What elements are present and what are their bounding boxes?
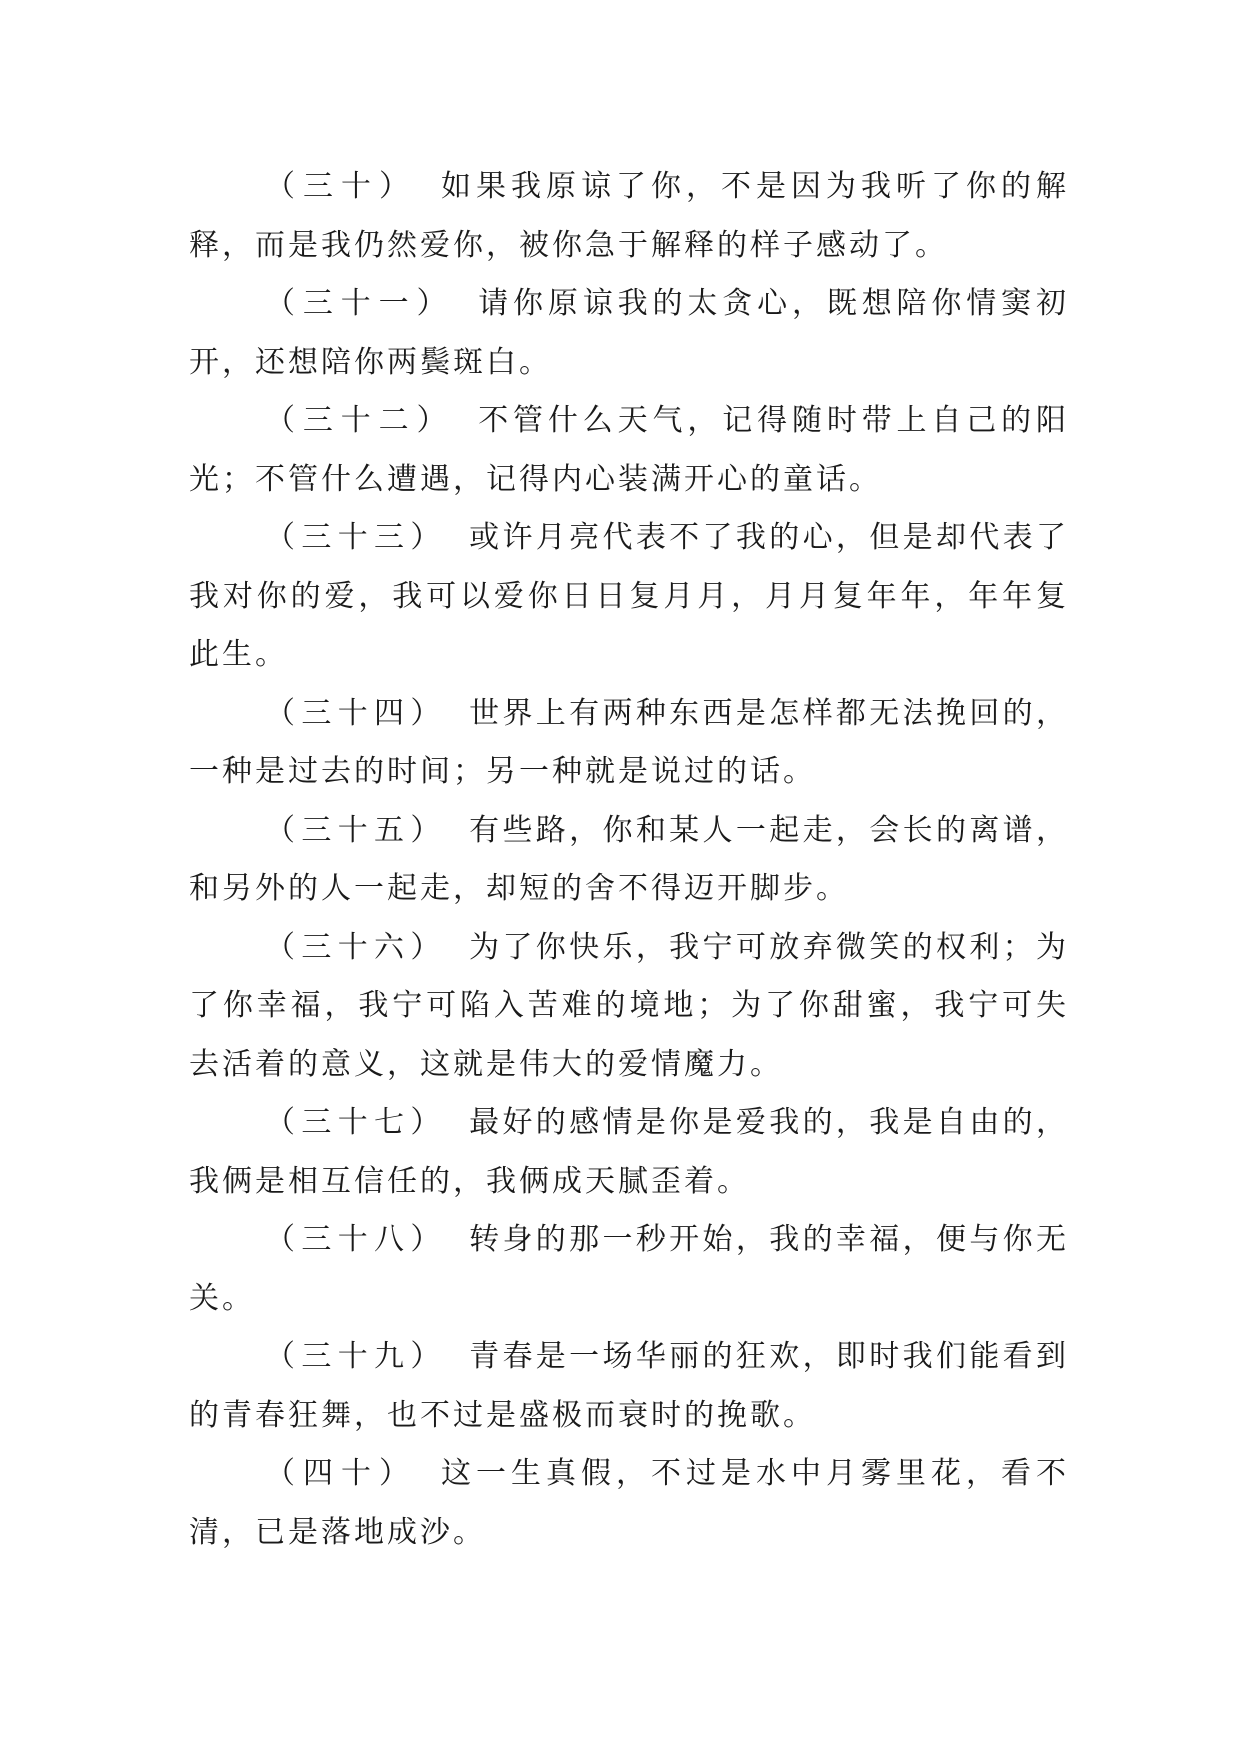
paragraph-33 (189, 509, 1069, 685)
paragraph-36 (189, 919, 1069, 1095)
paragraph-text: 这一生真假，不过是水中月雾里花，看不清，已是落地成沙。 (189, 1456, 1069, 1550)
paragraph-text: 有些路，你和某人一起走，会长的离谱，和另外的人一起走，却短的舍不得迈开脚步。 (189, 812, 1070, 906)
paragraph-37 (189, 1094, 1069, 1211)
paragraph-31 (189, 275, 1069, 392)
paragraph-number: （三十四） (265, 695, 447, 731)
paragraph-text: 最好的感情是你是爱我的，我是自由的，我俩是相互信任的，我俩成天腻歪着。 (189, 1105, 1070, 1199)
paragraph-number: （三十七） (265, 1105, 447, 1140)
paragraph-34 (189, 685, 1069, 802)
paragraph-30 (189, 158, 1069, 275)
paragraph-text: 世界上有两种东西是怎样都无法挽回的，一种是过去的时间；另一种就是说过的话。 (189, 695, 1070, 789)
paragraph-number: （三十三） (265, 520, 447, 555)
paragraph-text: 不管什么天气，记得随时带上自己的阳光；不管什么遭遇，记得内心装满开心的童话。 (189, 403, 1070, 497)
paragraph-text: 为了你快乐，我宁可放弃微笑的权利；为了你幸福，我宁可陷入苦难的境地；为了你甜蜜，我宁可失去活着的意义，这就是伟大的爱情魔力。 (189, 929, 1070, 1082)
paragraph-39 (189, 1328, 1069, 1445)
paragraph-number: （三十六） (265, 929, 447, 965)
paragraph-text: 转身的那一秒开始，我的幸福，便与你无关。 (189, 1222, 1070, 1316)
paragraph-number: （三十八） (265, 1222, 447, 1257)
paragraph-number: （三十五） (265, 812, 447, 848)
paragraph-40 (189, 1445, 1069, 1562)
paragraph-text: 如果我原谅了你，不是因为我听了你的解释，而是我仍然爱你，被你急于解释的样子感动了。 (189, 169, 1069, 263)
paragraph-text: 或许月亮代表不了我的心，但是却代表了我对你的爱，我可以爱你日日复月月，月月复年年，年年复此生。 (189, 520, 1070, 672)
paragraph-text: 请你原谅我的太贪心，既想陪你情窦初开，还想陪你两鬓斑白。 (189, 286, 1070, 380)
paragraph-32 (189, 392, 1069, 509)
paragraph-number: （四十） (265, 1456, 417, 1491)
paragraph-text: 青春是一场华丽的狂欢，即时我们能看到的青春狂舞，也不过是盛极而衰时的挽歌。 (189, 1339, 1070, 1433)
paragraph-35 (189, 802, 1069, 919)
document-body (189, 158, 1069, 1562)
paragraph-38 (189, 1211, 1069, 1328)
paragraph-number: （三十一） (265, 286, 455, 321)
paragraph-number: （三十九） (265, 1339, 447, 1374)
paragraph-number: （三十二） (265, 403, 455, 438)
paragraph-number: （三十） (265, 169, 417, 204)
